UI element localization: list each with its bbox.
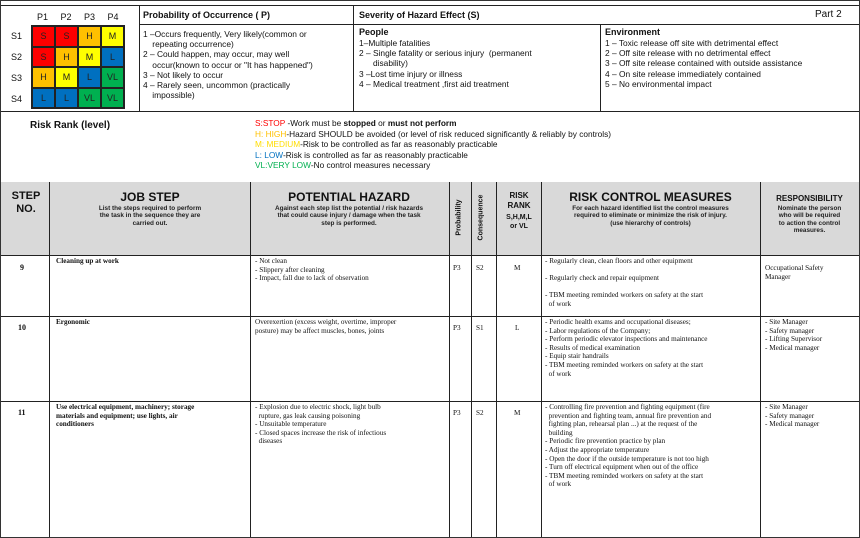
text-line: 1 – Toxic release off site with detrimental effect: [605, 38, 779, 48]
divider: [250, 182, 251, 537]
matrix-cell: H: [32, 67, 55, 88]
text-line: - TBM meeting reminded workers on safety at the start: [545, 471, 704, 480]
row-consequence: S2: [476, 409, 484, 417]
header-risk-rank: RISK RANK: [507, 191, 531, 210]
risk-rank-pre: -Risk to be controlled as far as reasonably practicable: [300, 139, 498, 150]
text-line: posture) may be affect muscles, bones, joints: [255, 326, 385, 335]
matrix-cell: L: [32, 88, 55, 109]
text-line: 4 – Rarely seen, uncommon (practically: [143, 80, 291, 91]
matrix-col-label: P2: [60, 12, 72, 22]
divider: [139, 5, 140, 111]
matrix-row-label: S1: [11, 31, 23, 41]
risk-rank-item: [255, 150, 611, 161]
text-line: - Not clean: [255, 257, 287, 265]
divider: [541, 182, 542, 537]
text-line: - TBM meeting reminded workers on safety at the start: [545, 291, 704, 300]
risk-rank-pre: -Work must be: [285, 118, 344, 128]
text-line: - Slippery after cleaning: [255, 265, 325, 274]
text-line: conditioners: [56, 420, 94, 429]
matrix-cell: S: [55, 26, 78, 47]
risk-rank-code: S:: [255, 118, 263, 128]
risk-rank-word: STOP: [262, 118, 286, 128]
text-line: 2 – Single fatality or serious injury (permanent: [359, 48, 532, 59]
text-line: - Medical manager: [765, 343, 820, 352]
severity-title: Severity of Hazard Effect (S): [359, 10, 480, 20]
risk-rank-word: VERY LOW: [267, 160, 311, 171]
header-responsibility-sub: Nominate the person who will be required to action the control measures.: [777, 205, 842, 235]
text-line: repeating occurrence): [143, 39, 234, 50]
text-line: - Site Manager: [765, 403, 808, 411]
risk-rank-pre: -Hazard SHOULD be avoided (or level of risk reduced significantly & reliably by controls): [286, 128, 612, 139]
text-line: 1 –Occurs frequently, Very likely(common or: [143, 29, 307, 39]
matrix-col-label: P4: [107, 12, 119, 22]
risk-rank-word: MEDIUM: [264, 139, 301, 150]
row-responsibility: [765, 264, 823, 281]
row-probability: P3: [453, 264, 461, 272]
text-line: 4 – Medical treatment ,first aid treatment: [359, 78, 509, 89]
text-line: - Regularly check and repair equipment: [545, 274, 659, 283]
matrix-cell: H: [55, 47, 78, 68]
row-controls: [545, 318, 707, 378]
row-risk-rank: L: [515, 324, 520, 332]
divider: [1, 255, 859, 256]
people-list: [359, 38, 532, 89]
matrix-row-label: S4: [11, 94, 23, 104]
text-line: 1–Multiple fatalities: [359, 38, 431, 48]
row-job-step: [56, 403, 194, 429]
row-responsibility: [765, 403, 819, 429]
row-risk-rank: M: [514, 409, 521, 417]
header-hazard: POTENTIAL HAZARD: [288, 190, 410, 204]
risk-rank-title: Risk Rank (level): [30, 120, 111, 131]
row-job-step: [56, 257, 119, 266]
divider: [1, 111, 859, 112]
row-controls: [545, 403, 711, 489]
header-hazard-sub: Against each step list the potential / risk hazards that could cause injury / damage when the task step is performed.: [274, 205, 424, 227]
text-line: 2 – Could happen, may occur, may well: [143, 49, 290, 60]
text-line: of work: [545, 369, 572, 378]
text-line: - Turn off electrical equipment when out of the office: [545, 463, 699, 472]
risk-rank-item: [255, 139, 611, 150]
header-controls-sub: For each hazard identified list the control measures required to eliminate or minimize the risk of injury. (use hierarchy of controls): [572, 205, 729, 227]
text-line: Occupational Safety: [765, 264, 824, 272]
text-line: - Unsuitable temperature: [255, 420, 327, 429]
risk-rank-bold2: must not perform: [387, 118, 457, 128]
divider: [1, 401, 859, 402]
people-title: People: [359, 27, 389, 37]
risk-rank-word: LOW: [261, 149, 283, 160]
header-risk-rank-sub: S,H,M,L or VL: [506, 214, 532, 230]
text-line: 2 – Off site release with no detrimental effect: [605, 48, 771, 59]
risk-matrix: [31, 25, 125, 109]
risk-rank-code: M:: [255, 139, 265, 150]
text-line: 3 – Not likely to occur: [143, 69, 224, 80]
row-hazard: [255, 318, 396, 335]
matrix-cell: VL: [101, 88, 124, 109]
matrix-cell: VL: [78, 88, 101, 109]
text-line: materials and equipment; use lights, air: [56, 411, 178, 420]
risk-rank-pre: -Risk is controlled as far as reasonably practicable: [282, 149, 468, 160]
divider: [496, 182, 497, 537]
matrix-row-label: S2: [11, 52, 23, 62]
divider: [49, 182, 50, 537]
risk-rank-mid: or: [375, 118, 388, 128]
text-line: [545, 266, 703, 275]
header-job-step: JOB STEP: [120, 190, 180, 204]
row-consequence: S2: [476, 264, 484, 272]
risk-rank-pre: -No control measures necessary: [310, 160, 431, 171]
text-line: - Adjust the appropriate temperature: [545, 445, 650, 454]
matrix-cell: M: [101, 26, 124, 47]
text-line: - Explosion due to electric shock, light bulb: [255, 403, 381, 411]
text-line: of work: [545, 480, 572, 489]
row-consequence: S1: [476, 324, 484, 332]
text-line: Ergonomic: [56, 318, 90, 326]
text-line: - Open the door if the outside temperature is not too high: [545, 454, 709, 463]
text-line: 5 – No environmental impact: [605, 78, 712, 89]
text-line: Use electrical equipment, machinery; storage: [56, 403, 195, 411]
text-line: - Equip stair handrails: [545, 352, 609, 361]
row-hazard: [255, 403, 386, 446]
text-line: building: [545, 428, 573, 437]
risk-rank-bold: stopped: [343, 118, 376, 128]
text-line: Manager: [765, 272, 791, 281]
matrix-col-label: P3: [83, 12, 95, 22]
matrix-cell: L: [55, 88, 78, 109]
divider: [139, 24, 859, 25]
divider: [1, 5, 859, 6]
text-line: - Medical manager: [765, 420, 820, 429]
text-line: - TBM meeting reminded workers on safety at the start: [545, 360, 704, 369]
text-line: disability): [359, 58, 408, 69]
text-line: diseases: [255, 437, 283, 446]
matrix-col-label: P1: [36, 12, 48, 22]
text-line: - Impact, fall due to lack of observation: [255, 274, 369, 283]
header-responsibility: RESPONSIBILITY: [776, 194, 843, 203]
text-line: prevention and fighting team, annual fire prevention and: [545, 411, 712, 420]
text-line: - Lifting Supervisor: [765, 335, 823, 344]
divider: [1, 316, 859, 317]
text-line: - Closed spaces increase the risk of infectious: [255, 428, 387, 437]
row-step-number: 9: [20, 263, 24, 272]
row-controls: [545, 257, 703, 309]
risk-rank-code: H:: [255, 128, 264, 139]
text-line: [545, 283, 703, 292]
text-line: - Labor regulations of the Company;: [545, 326, 651, 335]
probability-list: [143, 29, 313, 100]
environment-title: Environment: [605, 27, 661, 37]
text-line: rupture, gas leak causing poisoning: [255, 411, 361, 420]
text-line: of work: [545, 299, 572, 308]
text-line: fighting plan, rehearsal plan ...) at the request of the: [545, 420, 698, 429]
risk-rank-item: [255, 118, 611, 129]
matrix-cell: H: [78, 26, 101, 47]
row-risk-rank: M: [514, 264, 521, 272]
risk-rank-legend: [255, 118, 611, 171]
text-line: - Periodic health exams and occupational diseases;: [545, 318, 691, 326]
text-line: occur(known to occur or "It has happened"): [143, 59, 313, 70]
text-line: - Safety manager: [765, 326, 815, 335]
header-job-step-sub: List the steps required to perform the task in the sequence they are carried out.: [98, 205, 202, 227]
text-line: - Regularly clean, clean floors and other equipment: [545, 257, 693, 265]
environment-list: [605, 38, 802, 89]
text-line: - Perform periodic elevator inspections and maintenance: [545, 335, 708, 344]
risk-rank-code: VL:: [255, 160, 268, 171]
text-line: 4 – On site release immediately contained: [605, 68, 761, 79]
matrix-cell: L: [101, 47, 124, 68]
row-step-number: 10: [18, 323, 26, 332]
row-hazard: [255, 257, 369, 283]
text-line: - Results of medical examination: [545, 343, 641, 352]
text-line: Overexertion (excess weight, overtime, improper: [255, 318, 397, 326]
part-label: Part 2: [815, 9, 842, 20]
matrix-cell: S: [32, 26, 55, 47]
header-consequence: Consequence: [477, 194, 485, 241]
probability-title: Probability of Occurrence ( P): [143, 10, 271, 20]
text-line: - Periodic fire prevention practice by plan: [545, 437, 666, 446]
matrix-cell: M: [55, 67, 78, 88]
risk-rank-word: HIGH: [263, 128, 287, 139]
row-responsibility: [765, 318, 822, 352]
header-probability: Probability: [455, 199, 463, 236]
header-controls: RISK CONTROL MEASURES: [569, 190, 732, 204]
header-step-no: STEP NO.: [11, 190, 41, 215]
row-step-number: 11: [18, 408, 26, 417]
divider: [471, 182, 472, 537]
matrix-cell: VL: [101, 67, 124, 88]
row-probability: P3: [453, 324, 461, 332]
text-line: - Site Manager: [765, 318, 808, 326]
divider: [449, 182, 450, 537]
row-probability: P3: [453, 409, 461, 417]
risk-rank-item: [255, 160, 611, 171]
divider: [600, 24, 601, 111]
text-line: 3 –Lost time injury or illness: [359, 68, 463, 79]
text-line: 3 – Off site release contained with outside assistance: [605, 58, 803, 69]
risk-rank-item: [255, 129, 611, 140]
divider: [760, 182, 761, 537]
text-line: Cleaning up at work: [56, 257, 119, 265]
row-job-step: [56, 318, 90, 327]
text-line: - Controlling fire prevention and fighting equipment (fire: [545, 403, 710, 411]
matrix-cell: M: [78, 47, 101, 68]
matrix-cell: L: [78, 67, 101, 88]
matrix-row-label: S3: [11, 73, 23, 83]
divider: [353, 5, 354, 111]
matrix-cell: S: [32, 47, 55, 68]
text-line: - Safety manager: [765, 411, 815, 420]
risk-rank-code: L:: [255, 149, 262, 160]
text-line: impossible): [143, 90, 195, 101]
